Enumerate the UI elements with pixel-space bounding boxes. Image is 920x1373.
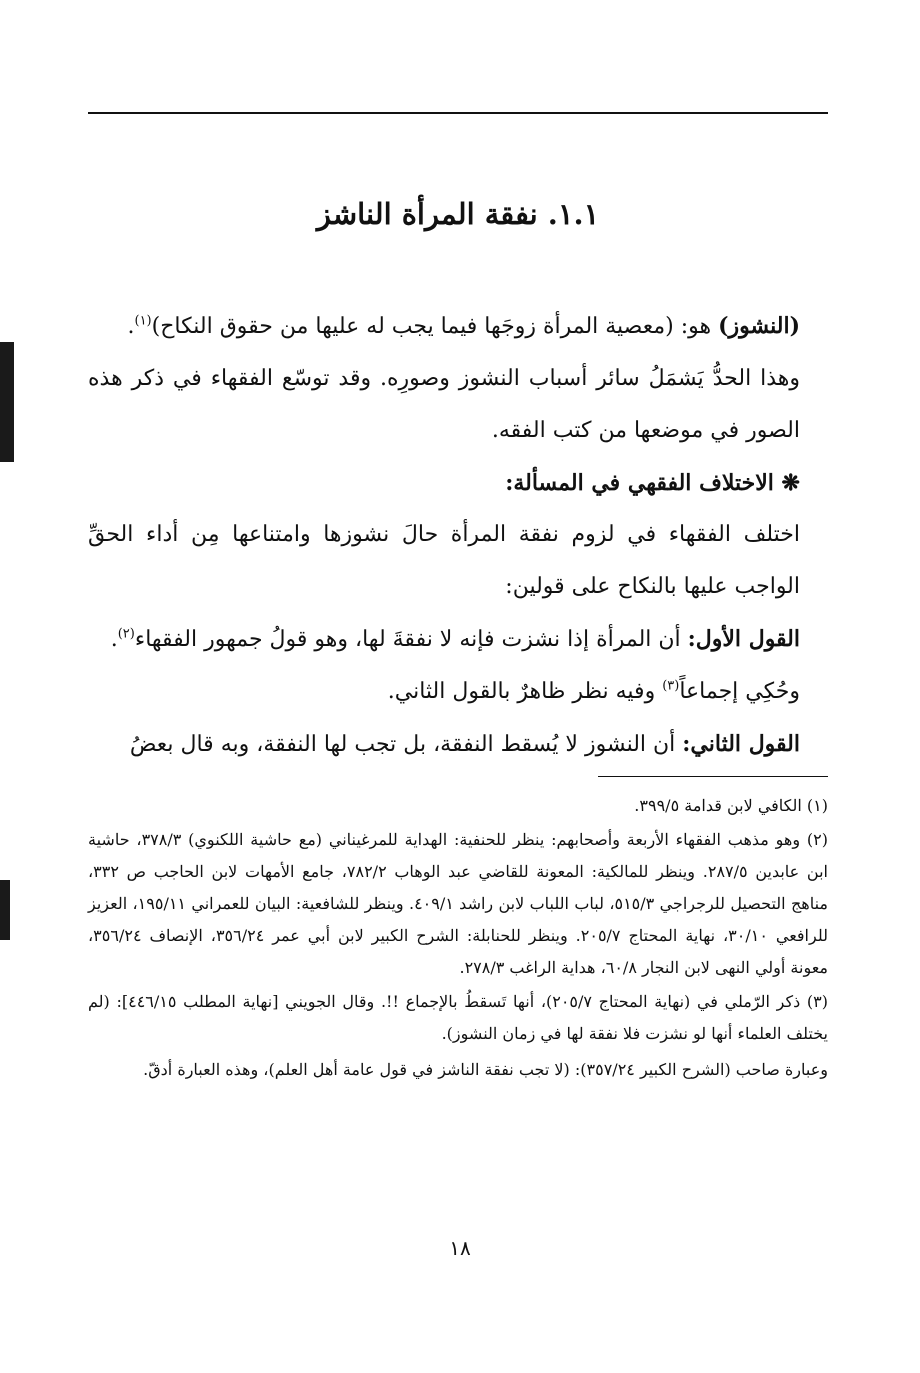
footnote-1: (١) الكافي لابن قدامة ٣٩٩/٥. (634, 796, 828, 815)
consensus-remark: وفيه نظر ظاهرٌ بالقول الثاني. (387, 679, 663, 704)
second-opinion-label: القول الثاني: (682, 731, 800, 757)
scan-edge-mark (0, 880, 10, 940)
subheading-disagreement: ❋ الاختلاف الفقهي في المسألة: (505, 470, 800, 496)
consensus-text: وحُكِي إجماعاً (679, 679, 800, 704)
disagreement-paragraph: اختلف الفقهاء في لزوم نفقة المرأة حالَ نشوزها وامتناعها مِن أداء الحقِّ الواجب عليها بالنكاح على قولين: (88, 522, 800, 599)
first-opinion-text: أن المرأة إذا نشزت فإنه لا نفقةَ لها، وهو قولُ جمهور الفقهاء (134, 627, 688, 652)
page-number: ١٨ (449, 1236, 471, 1260)
footnote-3: (٣) ذكر الرّملي في (نهاية المحتاج ٢٠٥/٧)، أنها تَسقطُ بالإجماع !!. وقال الجويني [نهاية المطلب ٤٤٦/١٥]: (لم يختلف العلماء أنها لو نشزت فلا نفقة لها في زمان النشوز). (88, 992, 829, 1043)
consensus-claim (88, 666, 800, 718)
first-opinion (88, 613, 800, 666)
definition-text: هو: (معصية المرأة زوجَها فيما يجب له عليها من حقوق النكاح) (151, 314, 719, 339)
first-opinion-label: القول الأول: (687, 626, 800, 652)
punctuation: . (127, 314, 135, 339)
main-text (88, 300, 800, 771)
definition-paragraph (88, 300, 800, 353)
term-nushuz: (النشوز) (718, 313, 800, 339)
second-opinion (88, 718, 800, 771)
scan-edge-mark (0, 342, 14, 462)
footnote-ref-3[interactable]: (٣) (662, 678, 680, 694)
footnote-ref-1[interactable]: (١) (134, 313, 152, 329)
scope-paragraph: وهذا الحدُّ يَشمَلُ سائر أسباب النشوز وصورِه. وقد توسّع الفقهاء في ذكر هذه الصور في موضعها من كتب الفقه. (88, 366, 800, 443)
footnote-separator (598, 776, 828, 777)
header-rule (88, 112, 828, 114)
punctuation: . (110, 627, 118, 652)
footnote-ref-2[interactable]: (٢) (117, 626, 135, 642)
footnote-3-continuation: وعبارة صاحب (الشرح الكبير ٣٥٧/٢٤): (لا تجب نفقة الناشز في قول عامة أهل العلم)، وهذه العبارة أدقّ. (143, 1060, 828, 1079)
footnote-2: (٢) وهو مذهب الفقهاء الأربعة وأصحابهم: ينظر للحنفية: الهداية للمرغيناني (مع حاشية اللكنوي) ٣٧٨/٣، حاشية ابن عابدين ٢٨٧/٥. وينظر للمالكية: المعونة للقاضي عبد الوهاب ٧٨٢/٢، جامع الأمهات لابن الحاجب ص ٣٣٢، مناهج التحصيل للرجراجي ٥١٥/٣، لباب اللباب لابن راشد ٤٠٩/١. وينظر للشافعية: البيان للعمراني ١٩٥/١١، العزيز للرافعي ٣٠/١٠، نهاية المحتاج ٢٠٥/٧. وينظر للحنابلة: الشرح الكبير لابن أبي عمر ٣٥٦/٢٤، الإنصاف ٣٥٦/٢٤، معونة أولي النهى لابن النجار ٦٠/٨، هداية الراغب ٢٧٨/٣. (88, 830, 829, 977)
footnotes (88, 790, 828, 1088)
second-opinion-text: أن النشوز لا يُسقط النفقة، بل تجب لها النفقة، وبه قال بعضُ (129, 732, 683, 757)
section-heading: ١.١. نفقة المرأة الناشز (316, 197, 600, 231)
